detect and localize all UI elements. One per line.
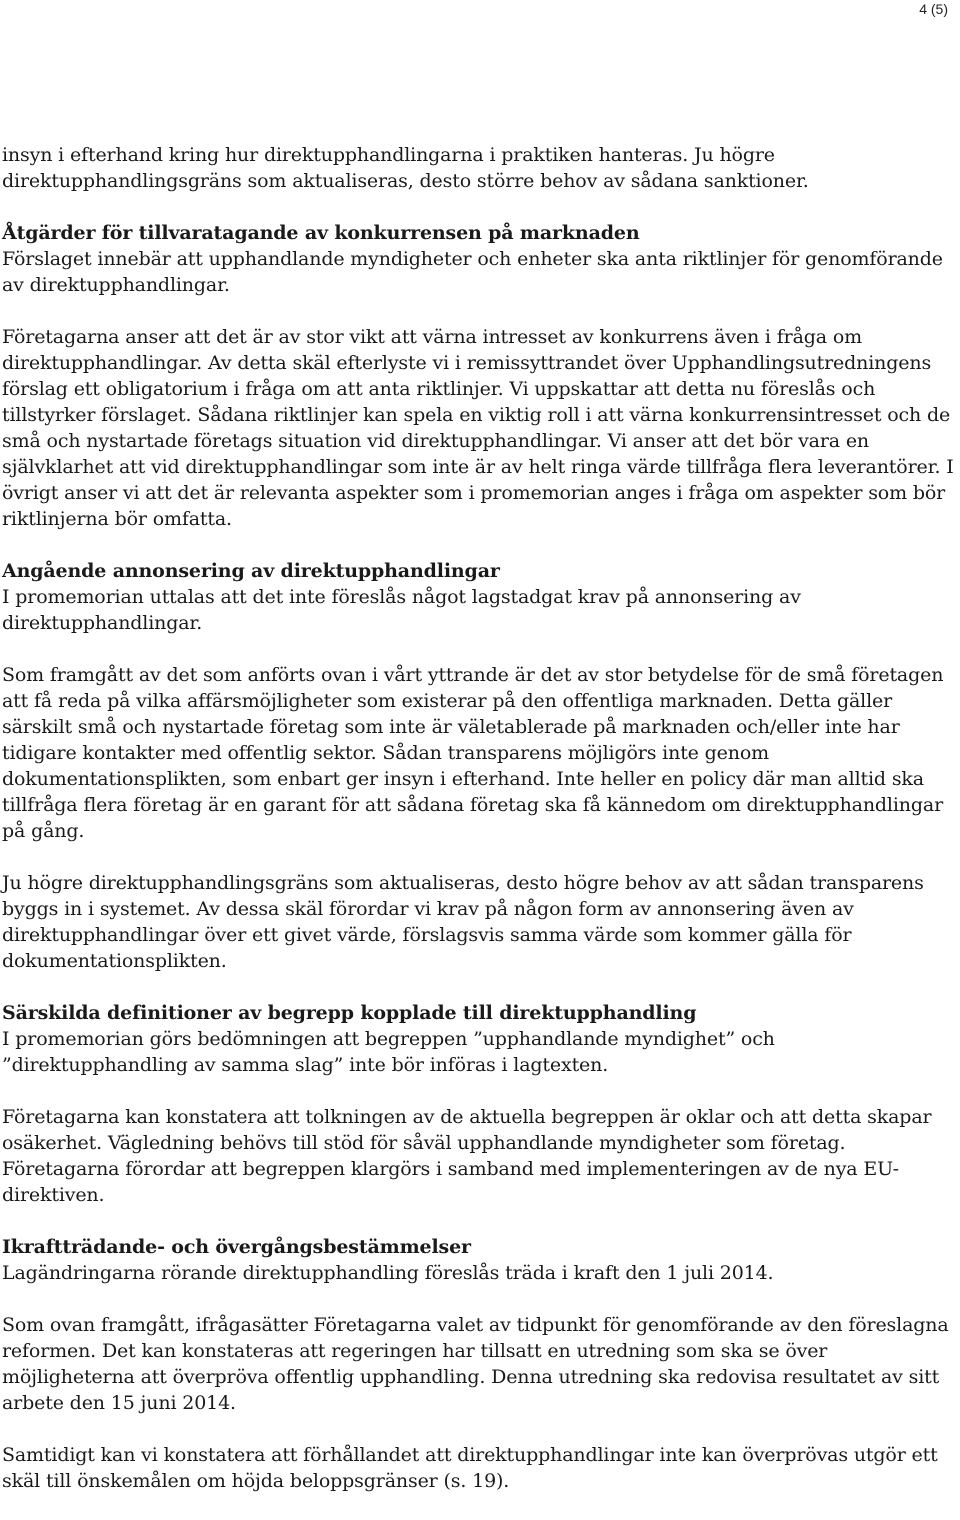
annonsering-paragraph-2: Som framgått av det som anförts ovan i vårt yttrande är det av stor betydelse för de små företagen att få reda på vilka affärsmöjligheter som existerar på den offentliga marknaden. Detta gäller särskilt små och nystartade företag som inte är väletablerade på marknaden och/eller inte har tidigare kontakter med offentlig sektor. Sådan transparens möjligörs inte genom dokumentationsplikten, som enbart ger insyn i efterhand. Inte heller en policy där man alltid ska tillfråga flera företag är en garant för att sådana företag ska få kännedom om direktupphandlingar på gång. xyxy=(2,664,944,842)
paragraph-spacer xyxy=(2,1286,956,1312)
heading-annonsering: Angående annonsering av direktupphandlingar xyxy=(2,560,500,582)
paragraph-spacer xyxy=(2,974,956,1000)
annonsering-paragraph-3: Ju högre direktupphandlingsgräns som aktualiseras, desto högre behov av att sådan transparens byggs in i systemet. Av dessa skäl förordar vi krav på någon form av annonsering även av direktupphandlingar över ett givet värde, förslagsvis samma värde som kommer gälla för dokumentationsplikten. xyxy=(2,872,924,972)
definitioner-paragraph-1: I promemorian görs bedömningen att begreppen ”upphandlande myndighet” och ”direktupphandling av samma slag” inte bör införas i lagtexten. xyxy=(2,1028,775,1076)
paragraph-spacer xyxy=(2,636,956,662)
paragraph-spacer xyxy=(2,844,956,870)
heading-definitioner: Särskilda definitioner av begrepp kopplade till direktupphandling xyxy=(2,1002,697,1024)
heading-ikrafttradande: Ikraftträdande- och övergångsbestämmelser xyxy=(2,1236,471,1258)
konkurrens-paragraph-2: Företagarna anser att det är av stor vikt att värna intresset av konkurrens även i fråga om direktupphandlingar. Av detta skäl efterlyste vi i remissyttrandet över Upphandlingsutredningens förslag ett obligatorium i fråga om att anta riktlinjer. Vi uppskattar att detta nu föreslås och tillstyrker förslaget. Sådana riktlinjer kan spela en viktig roll i att värna konkurrensintresset och de små och nystartade företags situation vid direktupphandlingar. Vi anser att det bör vara en självklarhet att vid direktupphandlingar som inte är av helt ringa värde tillfråga flera leverantörer. I övrigt anser vi att det är relevanta aspekter som i promemorian anges i fråga om aspekter som bör riktlinjerna bör omfatta. xyxy=(2,326,954,530)
paragraph-spacer xyxy=(2,1416,956,1442)
ikrafttradande-paragraph-3: Samtidigt kan vi konstatera att förhållandet att direktupphandlingar inte kan överprövas utgör ett skäl till önskemålen om höjda beloppsgränser (s. 19). xyxy=(2,1444,938,1492)
paragraph-spacer xyxy=(2,298,956,324)
intro-paragraph: insyn i efterhand kring hur direktupphandlingarna i praktiken hanteras. Ju högre direktupphandlingsgräns som aktualiseras, desto större behov av sådana sanktioner. xyxy=(2,144,809,192)
definitioner-paragraph-2: Företagarna kan konstatera att tolkningen av de aktuella begreppen är oklar och att detta skapar osäkerhet. Vägledning behövs till stöd för såväl upphandlande myndigheter som företag. Företagarna förordar att begreppen klargörs i samband med implementeringen av de nya EU-direktiven. xyxy=(2,1106,932,1206)
paragraph-spacer xyxy=(2,1078,956,1104)
paragraph-spacer xyxy=(2,1208,956,1234)
document-body xyxy=(2,142,956,1494)
paragraph-spacer xyxy=(2,532,956,558)
page-number: 4 (5) xyxy=(919,1,948,17)
heading-konkurrens: Åtgärder för tillvaratagande av konkurrensen på marknaden xyxy=(2,222,640,244)
konkurrens-paragraph-1: Förslaget innebär att upphandlande myndigheter och enheter ska anta riktlinjer för genomförande av direktupphandlingar. xyxy=(2,248,943,296)
ikrafttradande-paragraph-1: Lagändringarna rörande direktupphandling föreslås träda i kraft den 1 juli 2014. xyxy=(2,1262,774,1284)
annonsering-paragraph-1: I promemorian uttalas att det inte föreslås något lagstadgat krav på annonsering av direktupphandlingar. xyxy=(2,586,801,634)
paragraph-spacer xyxy=(2,194,956,220)
ikrafttradande-paragraph-2: Som ovan framgått, ifrågasätter Företagarna valet av tidpunkt för genomförande av den föreslagna reformen. Det kan konstateras att regeringen har tillsatt en utredning som ska se över möjligheterna att överpröva offentlig upphandling. Denna utredning ska redovisa resultatet av sitt arbete den 15 juni 2014. xyxy=(2,1314,949,1414)
